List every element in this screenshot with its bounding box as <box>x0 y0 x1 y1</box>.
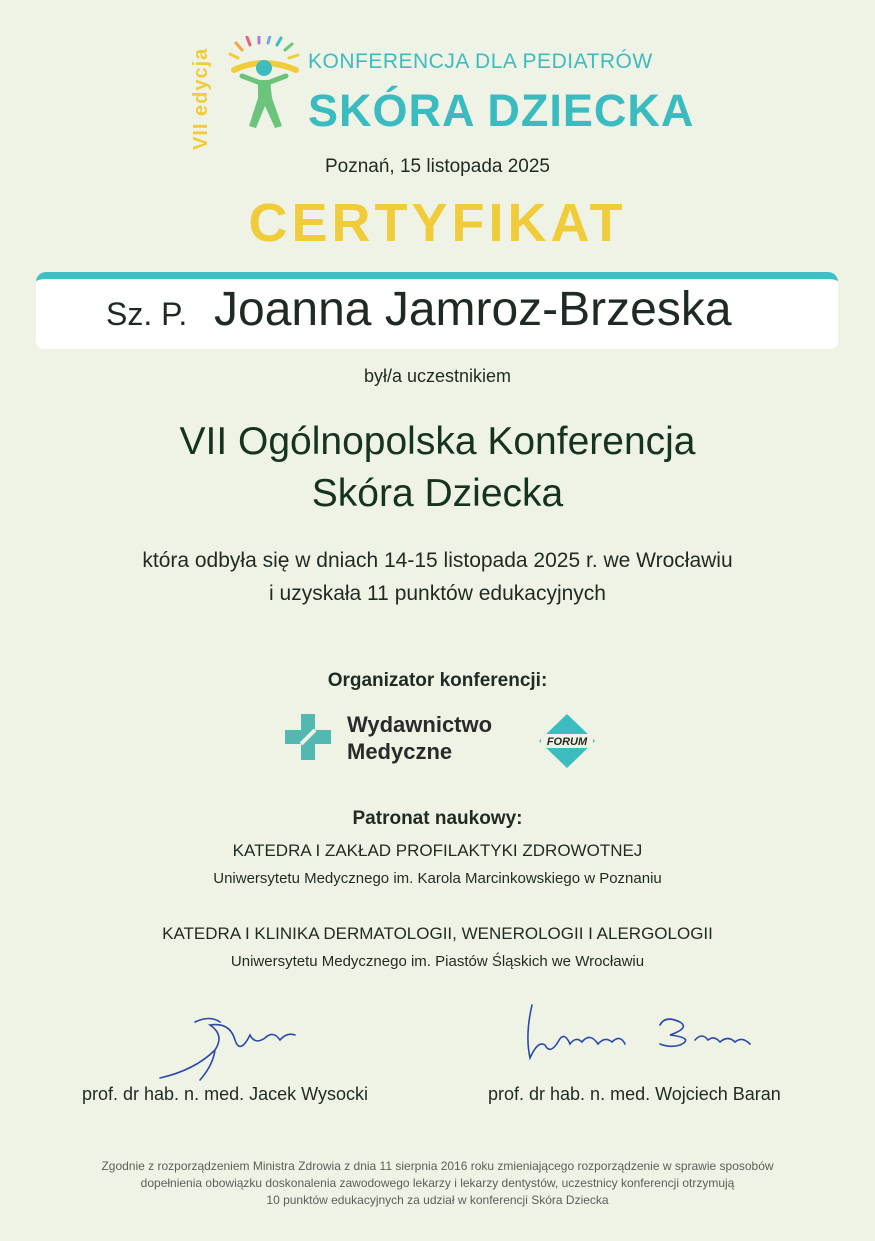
signer-2-name: prof. dr hab. n. med. Wojciech Baran <box>488 1084 781 1104</box>
medical-cross-logo-icon <box>285 714 331 760</box>
conference-name-line1: VII Ogólnopolska Konferencja <box>179 420 696 463</box>
forum-logo-icon <box>539 714 595 768</box>
university-1: Uniwersytetu Medycznego im. Karola Marcinkowskiego w Poznaniu <box>213 870 662 887</box>
signer-1-name: prof. dr hab. n. med. Jacek Wysocki <box>82 1084 368 1104</box>
conference-description-line2: i uzyskała 11 punktów edukacyjnych <box>269 582 606 605</box>
organizer-label: Organizator konferencji: <box>327 670 548 691</box>
department-1: KATEDRA I ZAKŁAD PROFILAKTYKI ZDROWOTNEJ <box>232 841 643 860</box>
place-date: Poznań, 15 listopada 2025 <box>324 156 550 177</box>
participant-name: Joanna Jamroz-Brzeska <box>214 283 732 336</box>
footer-line-3: 10 punktów edukacyjnych za udział w konferencji Skóra Dziecka <box>266 1193 609 1207</box>
brand-title: SKÓRA DZIECKA <box>308 85 695 136</box>
footer-line-1: Zgodnie z rozporządzeniem Ministra Zdrowia z dnia 11 sierpnia 2016 roku zmieniającego rozporządzenie w sprawie sposobów <box>101 1159 774 1173</box>
child-figure-logo-icon <box>228 36 303 131</box>
patronage-label: Patronat naukowy: <box>352 808 523 829</box>
participation-statement: był/a uczestnikiem <box>363 366 512 386</box>
signature-1 <box>155 1010 310 1085</box>
footer-line-2: dopełnienia obowiązku doskonalenia zawodowego lekarzy i lekarzy dentystów, uczestnicy konferencji otrzymują <box>140 1176 735 1190</box>
signature-2 <box>520 1000 760 1070</box>
university-2: Uniwersytetu Medycznego im. Piastów Śląskich we Wrocławiu <box>230 953 645 970</box>
department-2: KATEDRA I KLINIKA DERMATOLOGII, WENEROLOGII I ALERGOLOGII <box>162 924 713 943</box>
conference-name-line2: Skóra Dziecka <box>311 472 564 515</box>
certificate-title: CERTYFIKAT <box>248 193 627 253</box>
publisher-name-line1: Wydawnictwo <box>347 712 493 737</box>
publisher-name-line2: Medyczne <box>347 739 453 764</box>
conference-description-line1: która odbyła się w dniach 14-15 listopada 2025 r. we Wrocławiu <box>142 549 733 572</box>
salutation: Sz. P. <box>106 296 188 332</box>
brand-subtitle: KONFERENCJA DLA PEDIATRÓW <box>308 50 653 73</box>
edition-label: VII edycja <box>190 47 212 150</box>
forum-logo-text: FORUM <box>546 736 588 748</box>
